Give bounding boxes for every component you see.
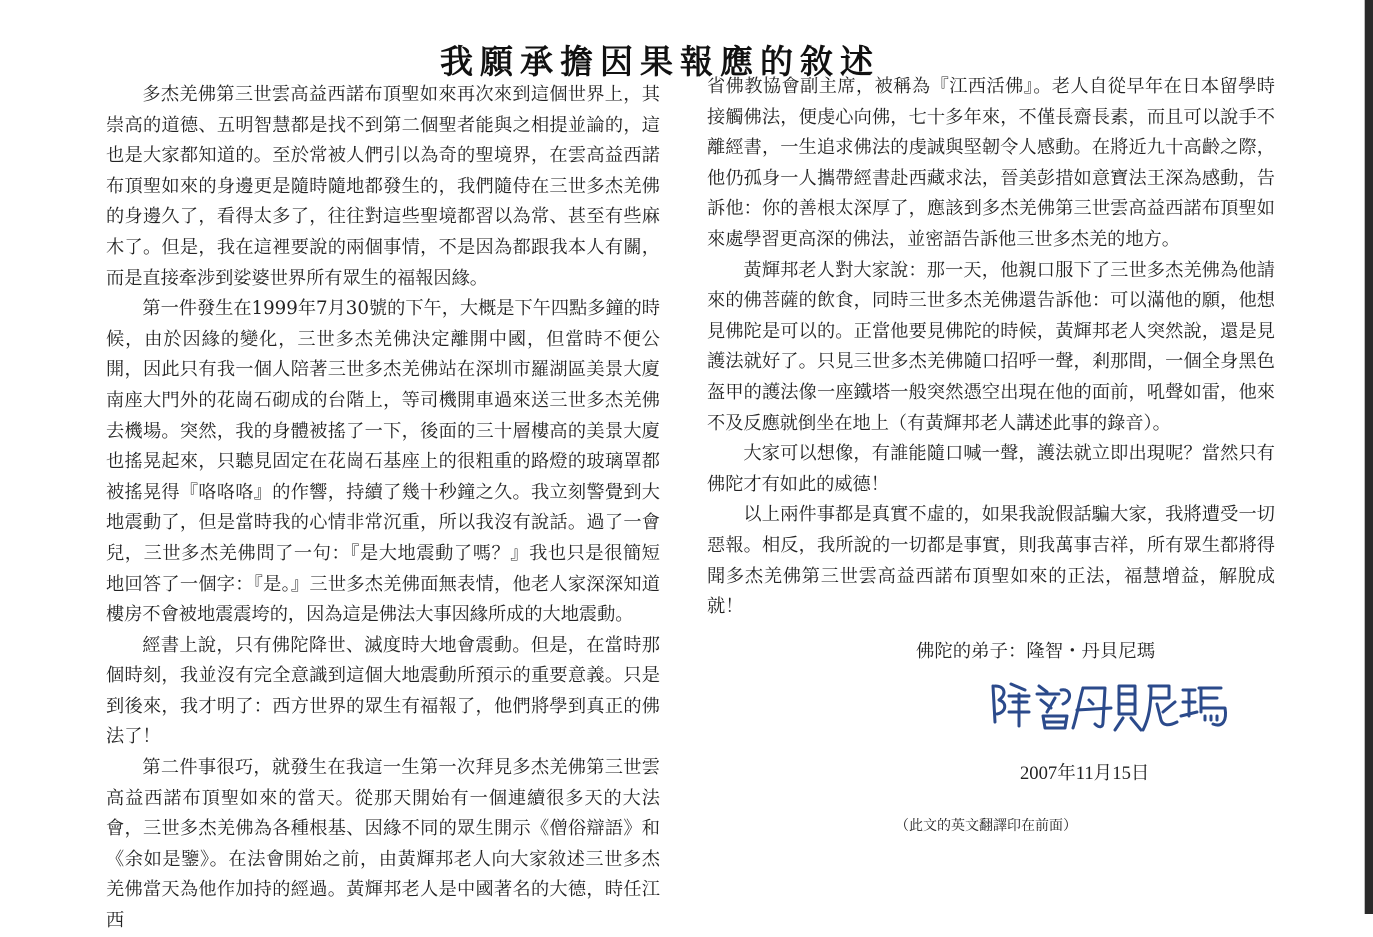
right-text-column bbox=[707, 72, 1275, 623]
paragraph: 多杰羌佛第三世雲高益西諾布頂聖如來再次來到這個世界上，其崇高的道德、五明智慧都是找不到第二個聖者能與之相提並論的，這也是大家都知道的。至於常被人們引以為奇的聖境界，在雲高益西諾布頂聖如來的身邊更是隨時隨地都發生的，我們隨侍在三世多杰羌佛的身邊久了，看得太多了，往往對這些聖境都習以為常、甚至有些麻木了。但是，我在這裡要說的兩個事情，不是因為都跟我本人有關，而是直接牽涉到娑婆世界所有眾生的福報因緣。 bbox=[106, 84, 660, 289]
signature-date: 2007年11月15日 bbox=[1020, 763, 1150, 784]
page-title: 我願承擔因果報應的敘述 bbox=[440, 42, 880, 82]
handwritten-signature bbox=[985, 672, 1235, 738]
translation-note: （此文的英文翻譯印在前面） bbox=[895, 817, 1077, 833]
paragraph: 以上兩件事都是真實不虛的，如果我說假話騙大家，我將遭受一切惡報。相反，我所說的一切都是事實，則我萬事吉祥，所有眾生都將得聞多杰羌佛第三世雲高益西諾布頂聖如來的正法，福慧增益，解脫成就！ bbox=[707, 504, 1275, 618]
disciple-attribution: 佛陀的弟子：隆智・丹貝尼瑪 bbox=[916, 641, 1156, 662]
scrollbar-edge[interactable] bbox=[1365, 0, 1373, 914]
paragraph: 大家可以想像，有誰能隨口喊一聲，護法就立即出現呢？當然只有佛陀才有如此的威德！ bbox=[707, 443, 1275, 495]
paragraph: 第二件事很巧，就發生在我這一生第一次拜見多杰羌佛第三世雲高益西諾布頂聖如來的當天。從那天開始有一個連續很多天的大法會，三世多杰羌佛為各種根基、因緣不同的眾生開示《僧俗辯語》和《余如是鑒》。在法會開始之前，由黃輝邦老人向大家敘述三世多杰羌佛當天為他作加持的經過。黃輝邦老人是中國著名的大德，時任江西 bbox=[106, 757, 660, 932]
paragraph: 第一件發生在1999年7月30號的下午，大概是下午四點多鐘的時候，由於因緣的變化，三世多杰羌佛決定離開中國，但當時不便公開，因此只有我一個人陪著三世多杰羌佛站在深圳市羅湖區美景大廈南座大門外的花崗石砌成的台階上，等司機開車過來送三世多杰羌佛去機場。突然，我的身體被搖了一下，後面的三十層樓高的美景大廈也搖晃起來，只聽見固定在花崗石基座上的很粗重的路燈的玻璃罩都被搖晃得『咯咯咯』的作響，持續了幾十秒鐘之久。我立刻警覺到大地震動了，但是當時我的心情非常沉重，所以我沒有說話。過了一會兒，三世多杰羌佛問了一句：『是大地震動了嗎？』我也只是很簡短地回答了一個字：『是。』三世多杰羌佛面無表情，他老人家深深知道樓房不會被地震震垮的，因為這是佛法大事因緣所成的大地震動。 bbox=[106, 298, 660, 626]
paragraph: 黃輝邦老人對大家說：那一天，他親口服下了三世多杰羌佛為他請來的佛菩薩的飲食，同時三世多杰羌佛還告訴他：可以滿他的願，他想見佛陀是可以的。正當他要見佛陀的時候，黃輝邦老人突然說，還是見護法就好了。只見三世多杰羌佛隨口招呼一聲，剎那間，一個全身黑色盔甲的護法像一座鐵塔一般突然憑空出現在他的面前，吼聲如雷，他來不及反應就倒坐在地上（有黃輝邦老人講述此事的錄音）。 bbox=[707, 259, 1275, 434]
left-text-column bbox=[106, 80, 660, 937]
paragraph: 經書上說，只有佛陀降世、滅度時大地會震動。但是，在當時那個時刻，我並沒有完全意識到這個大地震動所預示的重要意義。只是到後來，我才明了：西方世界的眾生有福報了，他們將學到真正的佛法了！ bbox=[106, 634, 660, 748]
paragraph-continuation: 省佛教協會副主席，被稱為『江西活佛』。老人自從早年在日本留學時接觸佛法，便虔心向佛，七十多年來，不僅長齋長素，而且可以說手不離經書，一生追求佛法的虔誠與堅韌令人感動。在將近九十高齡之際，他仍孤身一人攜帶經書赴西藏求法，晉美彭措如意寶法王深為感動，告訴他：你的善根太深厚了，應該到多杰羌佛第三世雲高益西諾布頂聖如來處學習更高深的佛法，並密語告訴他三世多杰羌的地方。 bbox=[707, 76, 1275, 250]
